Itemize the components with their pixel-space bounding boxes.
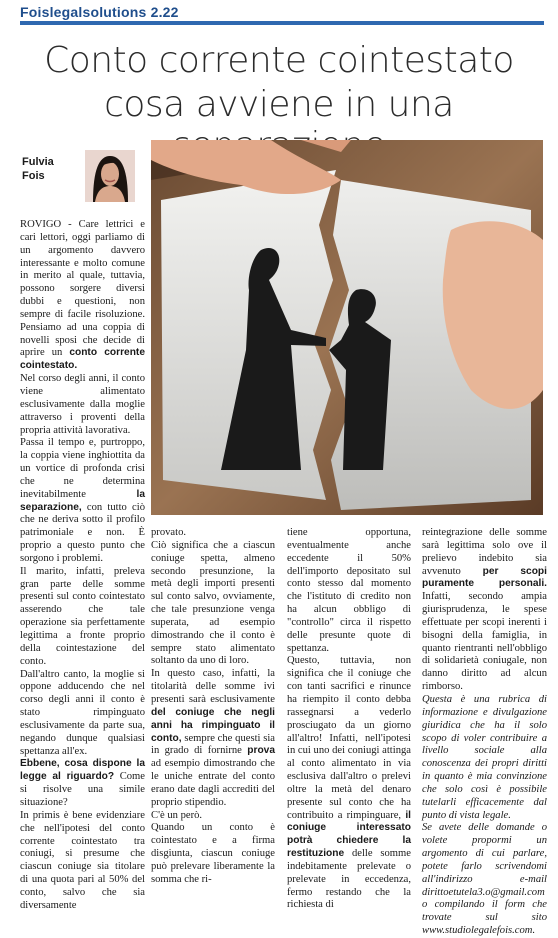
body-text: ad esempio dimostrando che le uniche entrate del conto erano date dagli accrediti del proprio stipendio. <box>151 758 275 808</box>
article-column-3 <box>287 527 411 912</box>
contact-note: Se avete delle domande o volete propormi un argomento di cui parlare, potete farlo scrivendomi all'indirizzo e-mail dirittoetutela3.o@gmail.com o compilando il form che trovate sul sito www.studiolegalefois.com. <box>422 822 547 937</box>
body-text: Infatti, secondo ampia giurisprudenza, le spese effettuate per scopi inerenti i bisogni della famiglia, in quanto rientranti nell'obbligo di solidarietà coniugale, non danno diritto ad alcun rimborso. <box>422 591 547 693</box>
body-text: Ciò significa che a ciascun coniuge spetta, almeno secondo presunzione, la metà degli importi presenti sul conto salvo, ovviamente, che tale presunzione venga superata, ad esempio dimostrando che il conto è sempre stato alimentato soltanto da uno di loro. <box>151 539 275 667</box>
article-column-4 <box>422 527 547 938</box>
author-byline <box>22 155 54 183</box>
section-label: Foislegalsolutions 2.22 <box>20 4 179 20</box>
body-text: C'è un però. <box>151 809 203 821</box>
body-text: ROVIGO - Care lettrici e cari lettori, oggi parliamo di un argomento davvero interessante e molto comune in merito al quale, tuttavia, possono sorgere diversi dubbi e questioni, non sempre di facile risoluzione. Pensiamo ad una coppia di novelli sposi che decide di aprire un <box>20 219 145 359</box>
body-text: In primis è bene evidenziare che nell'ipotesi del conto corrente cointestato tra coniugi, si presume che ciascun coniuge sia titolare di una quota pari al 50% del conto, salvo che sia diversamente <box>20 809 145 911</box>
headline-line-2: cosa avviene in una <box>104 84 454 125</box>
body-text: con tutto ciò che ne deriva sotto il profilo patrimoniale e non. È proprio a questo punto che sorgono i problemi. <box>20 501 145 564</box>
body-text: Come si risolve una simile situazione? <box>20 771 145 808</box>
body-text: reintegrazione delle somme sarà legittima solo ove il prelievo indebito sia avvenuto <box>422 527 547 577</box>
author-first-name: Fulvia <box>22 156 54 168</box>
headline-line-1: Conto corrente cointestato <box>44 40 514 81</box>
bold-phrase: per scopi puramente personali. <box>422 565 547 590</box>
body-text: tiene opportuna, eventualmente anche eccedente il 50% dell'importo depositato sul conto stesso dal momento che l'istituto di credito non ha alcun obbligo di "controllo" circa il rispetto delle presunte quote di spettanza. <box>287 527 411 654</box>
body-text: provato. <box>151 527 187 538</box>
subheading-question: Ebbene, cosa dispone la legge al riguardo? <box>20 758 145 783</box>
bold-phrase: il coniuge interessato potrà chiedere la restituzione <box>287 809 411 860</box>
body-text: Quando un conto è cointestato e a firma disgiunta, ciascun coniuge può prelevare liberamente la somma che ri- <box>151 822 275 885</box>
body-text: Nel corso degli anni, il conto viene alimentato esclusivamente dalla moglie attraverso i proventi della propria attività lavorativa. <box>20 373 145 436</box>
bold-phrase: la separazione, <box>20 488 145 513</box>
article-photo <box>151 140 543 515</box>
bold-phrase: del coniuge che negli anni ha rimpinguato il conto, <box>151 706 275 744</box>
body-text: delle somme indebitamente prelevate o prelevate in eccedenza, fermo restando che la richiesta di <box>287 848 411 911</box>
body-text: In questo caso, infatti, la titolarità delle somme ivi presenti sarà esclusivamente <box>151 668 275 705</box>
body-text: Il marito, infatti, preleva gran parte delle somme presenti sul conto cointestato asserendo che tale operazione sia perfettamente legittima a fronte proprio della cointestazione del conto. <box>20 565 145 667</box>
body-text: Questo, tuttavia, non significa che il coniuge che con tanti sacrifici e rinunce ha riempito il conto debba rassegnarsi a vederlo prosciugato da un giorno all'altro! Infatti, nell'ipotesi in cui uno dei coniugi attinga al conto alimentato in via esclusiva dall'altro o prelevi oltre la metà del denaro presente sul conto che ha contribuito a rimpinguare, <box>287 655 411 821</box>
bold-phrase: prova <box>247 745 275 757</box>
author-avatar <box>85 150 135 202</box>
body-text: Passa il tempo e, purtroppo, la coppia viene inghiottita da un vortice di profonda crisi che ne determina inevitabilmente <box>20 437 145 500</box>
page-header <box>0 0 558 26</box>
article-column-1 <box>20 219 145 913</box>
header-rule <box>20 21 544 25</box>
bold-phrase: conto corrente cointestato. <box>20 347 145 372</box>
author-last-name: Fois <box>22 170 45 182</box>
body-text: Dall'altro canto, la moglie si oppone adducendo che nel corso degli anni il conto è stato rimpinguato esclusivamente da parte sua, negando dunque qualsiasi spettanza all'ex. <box>20 668 145 757</box>
italic-note: Questa è una rubrica di informazione e divulgazione giuridica che ha il solo scopo di voler contribuire a livello sociale alla conoscenza dei propri diritti in quanto è mia convinzione che solo così è possibile tutelarli efficacemente dal punto di vista legale. <box>422 693 547 821</box>
body-text: sempre che questi sia in grado di fornirne <box>151 732 275 757</box>
article-column-2 <box>151 527 275 887</box>
